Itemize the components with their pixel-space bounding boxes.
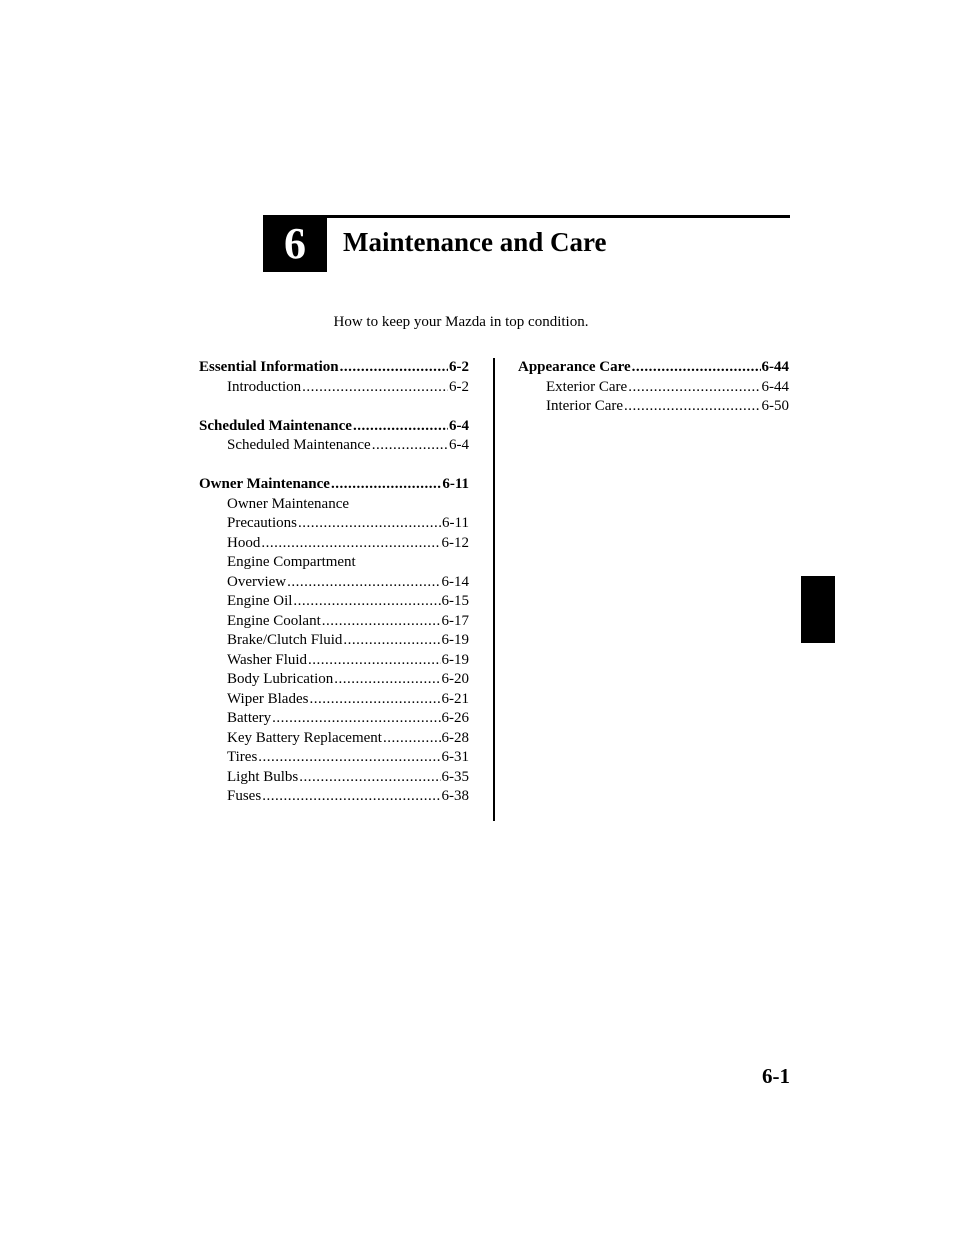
toc-entry-page: 6-4 bbox=[449, 437, 469, 453]
leader-dots bbox=[272, 709, 440, 729]
toc-section-page: 6-2 bbox=[449, 359, 469, 375]
toc-right-column bbox=[518, 358, 789, 417]
leader-dots bbox=[334, 670, 440, 690]
toc-entry-label: Interior Care bbox=[546, 398, 624, 414]
toc-entry[interactable] bbox=[199, 573, 469, 593]
toc-section-page: 6-11 bbox=[442, 476, 469, 492]
toc-entry-label: Brake/Clutch Fluid bbox=[227, 632, 343, 648]
toc-entry-label: Hood bbox=[227, 534, 261, 551]
toc-section[interactable] bbox=[518, 358, 789, 378]
toc-entry[interactable] bbox=[199, 631, 469, 651]
chapter-rule bbox=[327, 215, 790, 218]
toc-entry[interactable] bbox=[199, 534, 469, 554]
toc-entry-label: Overview bbox=[227, 573, 287, 590]
toc-entry-label: Exterior Care bbox=[546, 378, 628, 395]
toc-entry-label: Tires bbox=[227, 749, 258, 765]
toc-entry-page: 6-2 bbox=[449, 378, 469, 395]
toc-entry[interactable] bbox=[199, 709, 469, 729]
leader-dots bbox=[258, 748, 440, 768]
leader-dots bbox=[262, 787, 440, 807]
leader-dots bbox=[632, 358, 761, 378]
toc-section-label: Appearance Care bbox=[518, 359, 631, 375]
toc-entry-page: 6-50 bbox=[761, 398, 789, 414]
toc-entry-label: Light Bulbs bbox=[227, 768, 299, 785]
leader-dots bbox=[287, 573, 440, 593]
toc-left-column bbox=[199, 358, 469, 807]
toc-section[interactable] bbox=[199, 417, 469, 437]
toc-entry[interactable] bbox=[199, 592, 469, 612]
toc-entry-page: 6-19 bbox=[441, 651, 469, 668]
toc-section-label: Essential Information bbox=[199, 359, 339, 375]
toc-entry-page: 6-11 bbox=[442, 515, 469, 531]
column-divider bbox=[493, 358, 495, 821]
leader-dots bbox=[628, 378, 760, 398]
toc-entry-page: 6-14 bbox=[441, 573, 469, 590]
toc-entry-page: 6-15 bbox=[441, 593, 469, 609]
leader-dots bbox=[302, 378, 448, 398]
toc-entry-page: 6-19 bbox=[441, 632, 469, 648]
toc-entry-label: Fuses bbox=[227, 788, 262, 804]
toc-entry[interactable] bbox=[199, 378, 469, 398]
chapter-header bbox=[263, 215, 790, 272]
toc-entry-label: Precautions bbox=[227, 515, 297, 531]
toc-entry[interactable] bbox=[199, 768, 469, 788]
toc-entry-label: Introduction bbox=[227, 378, 302, 395]
leader-dots bbox=[298, 514, 441, 534]
toc-entry[interactable] bbox=[199, 670, 469, 690]
toc-entry[interactable] bbox=[199, 436, 469, 456]
toc-entry-label: Engine Oil bbox=[227, 593, 293, 609]
chapter-title: Maintenance and Care bbox=[343, 227, 607, 257]
leader-dots bbox=[372, 436, 448, 456]
toc-entry-page: 6-31 bbox=[441, 749, 469, 765]
toc-section-page: 6-44 bbox=[761, 359, 789, 375]
leader-dots bbox=[340, 358, 448, 378]
leader-dots bbox=[353, 417, 448, 437]
page-number: 6-1 bbox=[762, 1064, 790, 1088]
toc-entry[interactable] bbox=[199, 514, 469, 534]
toc-entry-page: 6-12 bbox=[441, 534, 469, 551]
leader-dots bbox=[293, 592, 440, 612]
leader-dots bbox=[331, 475, 441, 495]
toc-entry-label: Washer Fluid bbox=[227, 651, 308, 668]
toc-entry-page: 6-44 bbox=[761, 378, 789, 395]
toc-section[interactable] bbox=[199, 358, 469, 378]
toc-entry-label: Battery bbox=[227, 710, 272, 726]
toc-entry-page: 6-26 bbox=[441, 710, 469, 726]
leader-dots bbox=[624, 397, 760, 417]
leader-dots bbox=[383, 729, 441, 749]
toc-entry[interactable] bbox=[199, 651, 469, 671]
toc-entry-page: 6-21 bbox=[441, 690, 469, 707]
toc-entry[interactable] bbox=[199, 690, 469, 710]
toc-entry-label: Key Battery Replacement bbox=[227, 729, 382, 746]
leader-dots bbox=[343, 631, 440, 651]
chapter-subtitle: How to keep your Mazda in top condition. bbox=[333, 314, 589, 330]
section-gap bbox=[199, 397, 469, 417]
toc-entry-page: 6-20 bbox=[441, 671, 469, 687]
toc-section-label: Scheduled Maintenance bbox=[199, 417, 352, 434]
toc-entry-page: 6-17 bbox=[441, 612, 469, 629]
chapter-side-tab bbox=[801, 576, 835, 643]
leader-dots bbox=[309, 690, 440, 710]
toc-entry-page: 6-35 bbox=[441, 768, 469, 785]
toc-entry-line: Engine Compartment bbox=[227, 554, 356, 570]
toc-entry-page: 6-38 bbox=[441, 788, 469, 804]
leader-dots bbox=[308, 651, 440, 671]
leader-dots bbox=[261, 534, 440, 554]
toc-entry[interactable] bbox=[518, 397, 789, 417]
toc-section-label: Owner Maintenance bbox=[199, 476, 330, 492]
leader-dots bbox=[322, 612, 441, 632]
toc-entry-label: Wiper Blades bbox=[227, 690, 309, 707]
toc-entry-label: Engine Coolant bbox=[227, 612, 321, 629]
toc-entry[interactable] bbox=[199, 729, 469, 749]
toc-entry[interactable] bbox=[199, 787, 469, 807]
section-gap bbox=[199, 456, 469, 476]
toc-entry-page: 6-28 bbox=[441, 729, 469, 746]
toc-section-page: 6-4 bbox=[449, 417, 469, 434]
toc-entry[interactable] bbox=[199, 612, 469, 632]
toc-entry-label: Body Lubrication bbox=[227, 671, 334, 687]
toc-section[interactable] bbox=[199, 475, 469, 495]
chapter-number: 6 bbox=[263, 215, 327, 272]
toc-entry[interactable] bbox=[199, 748, 469, 768]
toc-entry[interactable] bbox=[518, 378, 789, 398]
toc-entry-line: Owner Maintenance bbox=[227, 495, 350, 512]
toc-entry-label: Scheduled Maintenance bbox=[227, 437, 371, 453]
leader-dots bbox=[299, 768, 440, 788]
